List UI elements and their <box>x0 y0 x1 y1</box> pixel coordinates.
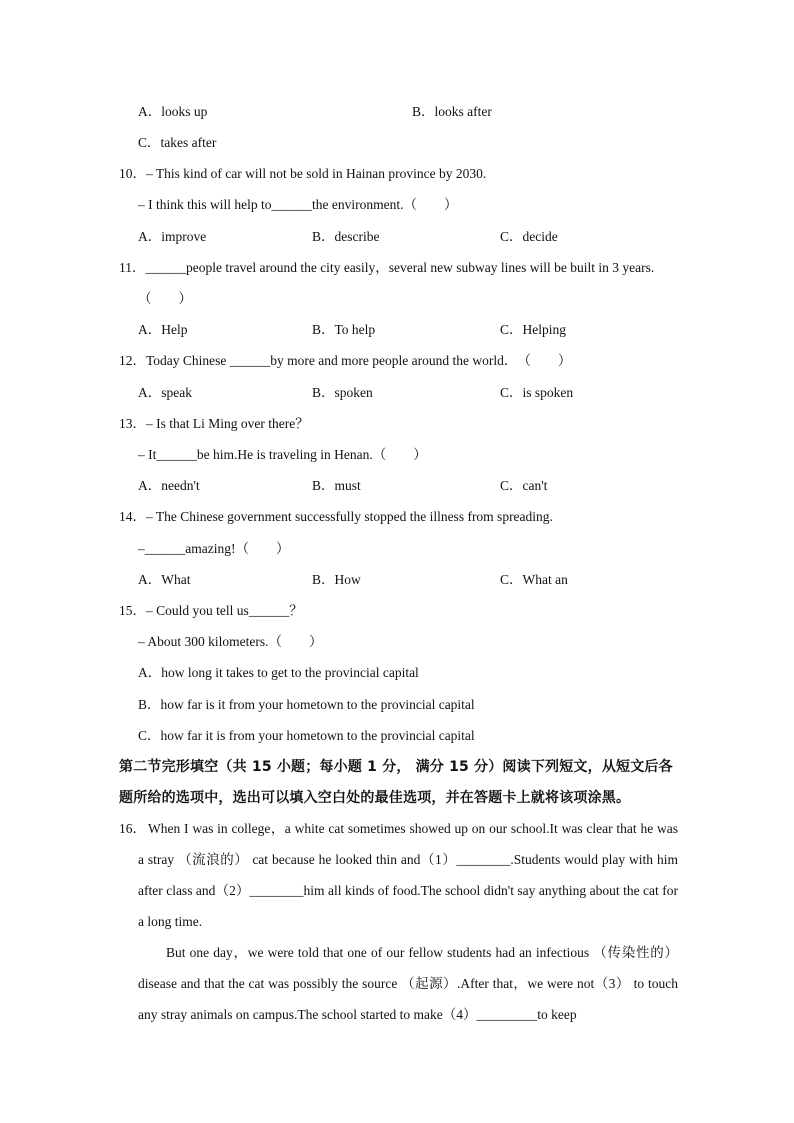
q14-line2: –______amazing!（ ） <box>138 541 290 556</box>
section-heading: 第二节完形填空（共 15 小题；每小题 1 分， 满分 15 分）阅读下列短文，从短文后各题所给的选项中，选出可以填入空白处的最佳选项，并在答题卡上就将该项涂黑。 <box>119 759 673 806</box>
q10-line2: – I think this will help to______the environment.（ ） <box>138 197 458 212</box>
q16-number: 16． <box>119 821 146 836</box>
q10-option-a: A．improve <box>138 229 207 244</box>
q9-option-c: C．takes after <box>138 135 217 150</box>
q12-stem: 12．Today Chinese ______by more and more people around the world． （ ） <box>119 353 572 368</box>
q10-option-b: B．describe <box>312 229 380 244</box>
q11-stem: 11．______people travel around the city easily，several new subway lines will be built in 3 years. <box>119 260 655 275</box>
q13-option-c: C．can't <box>500 478 548 493</box>
q9-option-b: B．looks after <box>412 104 492 119</box>
q15-stem: 15．– Could you tell us______？ <box>119 603 303 618</box>
q9-option-a: A．looks up <box>138 104 208 119</box>
q15-option-c: C．how far it is from your hometown to the provincial capital <box>138 728 475 743</box>
q14-option-b: B．How <box>312 572 361 587</box>
q11-option-a: A．Help <box>138 322 188 337</box>
q10-option-c: C．decide <box>500 229 558 244</box>
q15-line2: – About 300 kilometers.（ ） <box>138 634 323 649</box>
q13-line2: – It______be him.He is traveling in Henan.（ ） <box>138 447 427 462</box>
q13-option-b: B．must <box>312 478 361 493</box>
q11-line2: （ ） <box>138 291 192 306</box>
q14-option-c: C．What an <box>500 572 568 587</box>
cloze-passage <box>138 813 678 1030</box>
q12-option-a: A．speak <box>138 385 192 400</box>
q13-option-a: A．needn't <box>138 478 200 493</box>
q10-stem: 10．– This kind of car will not be sold in Hainan province by 2030. <box>119 166 487 181</box>
q14-option-a: A．What <box>138 572 191 587</box>
q15-option-a: A．how long it takes to get to the provincial capital <box>138 665 419 680</box>
q12-option-c: C．is spoken <box>500 385 574 400</box>
q15-option-b: B．how far is it from your hometown to the provincial capital <box>138 697 475 712</box>
passage-paragraph-1: When I was in college，a white cat sometimes showed up on our school.It was clear that he was a stray （流浪的） cat because he looked thin and（1）________.Students would play with him after class and（2）________him all kinds of food.The school didn't say anything about the cat for a long time. <box>138 821 678 929</box>
passage-paragraph-2: But one day，we were told that one of our fellow students had an infectious （传染性的） disease and that the cat was possibly the source （起源）.After that，we were not（3） to touch any stray animals on campus.The school started to make（4）_________to keep <box>138 945 678 1022</box>
q11-option-c: C．Helping <box>500 322 566 337</box>
q14-stem: 14．– The Chinese government successfully stopped the illness from spreading. <box>119 509 553 524</box>
q11-option-b: B．To help <box>312 322 376 337</box>
q12-option-b: B．spoken <box>312 385 373 400</box>
q13-stem: 13．– Is that Li Ming over there？ <box>119 416 309 431</box>
